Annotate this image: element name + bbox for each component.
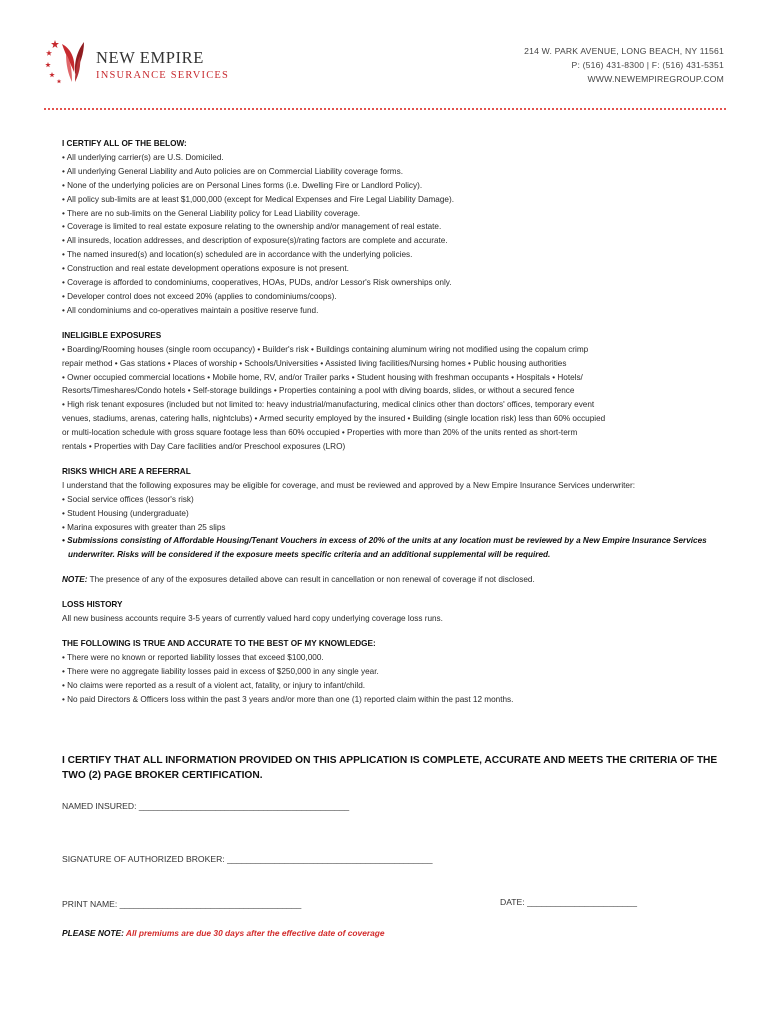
website-link[interactable]: WWW.NEWEMPIREGROUP.COM [587, 74, 724, 84]
list-item: • There are no sub-limits on the General Liability policy for Lead Liability coverage. [62, 208, 361, 218]
certify-all-section [62, 137, 746, 318]
date-label: DATE: [500, 897, 525, 907]
print-name-field[interactable] [62, 899, 301, 909]
print-name-blank[interactable]: ______________________________________ [119, 899, 302, 909]
signature-label: SIGNATURE OF AUTHORIZED BROKER: [62, 854, 225, 864]
list-item: • There were no aggregate liability losses paid in excess of $250,000 in any single year. [62, 666, 379, 676]
note-text: The presence of any of the exposures detailed above can result in cancellation or non renewal of coverage if not disclosed. [87, 575, 535, 585]
please-note-label: PLEASE NOTE: [62, 928, 124, 938]
referral-intro: I understand that the following exposures may be eligible for coverage, and must be reviewed and approved by a New Empire Insurance Services underwriter: [62, 480, 635, 490]
list-item: • There were no known or reported liability losses that exceed $100,000. [62, 652, 324, 662]
date-field[interactable] [500, 897, 637, 907]
knowledge-section [62, 637, 746, 707]
logo-name-text: NEW EMPIRE [96, 48, 204, 67]
please-note [62, 928, 385, 938]
signature-field[interactable] [62, 854, 433, 864]
address-line: 214 W. PARK AVENUE, LONG BEACH, NY 11561 [524, 46, 724, 56]
list-item: • All underlying General Liability and Auto policies are on Commercial Liability coverage forms. [62, 166, 403, 176]
list-item: • No paid Directors & Officers loss within the past 3 years and/or more than one (1) reported claim within the past 12 months. [62, 694, 514, 704]
list-item: • Student Housing (undergraduate) [62, 508, 189, 518]
affordable-housing-item: • Submissions consisting of Affordable Housing/Tenant Vouchers in excess of 20% of the units at any location must be reviewed by a New Empire Insurance Services [62, 536, 707, 546]
note-paragraph [62, 573, 746, 587]
affordable-housing-item-cont: underwriter. Risks will be considered if the exposure meets specific criteria and an additional supplemental will be required. [68, 550, 551, 560]
certification-line: I CERTIFY THAT ALL INFORMATION PROVIDED ON THIS APPLICATION IS COMPLETE, ACCURATE AND MEETS THE CRITERIA OF THE [62, 755, 718, 766]
list-item: • None of the underlying policies are on Personal Lines forms (i.e. Dwelling Fire or Landlord Policy). [62, 180, 423, 190]
section-heading: I CERTIFY ALL OF THE BELOW: [62, 139, 187, 148]
broker-certification-statement [62, 753, 722, 783]
logo-subtitle-text: INSURANCE SERVICES [96, 70, 230, 81]
list-item: • Developer control does not exceed 20% (applies to condominiums/coops). [62, 291, 337, 301]
company-logo [44, 38, 234, 90]
loss-history-text: All new business accounts require 3-5 years of currently valued hard copy underlying coverage loss runs. [62, 614, 443, 624]
named-insured-blank[interactable]: ____________________________________________ [138, 801, 350, 811]
please-note-text: All premiums are due 30 days after the effective date of coverage [123, 928, 385, 938]
company-contact [524, 44, 724, 86]
paragraph-line: • High risk tenant exposures (included but not limited to: heavy industrial/manufacturing, medical clinics other than doctors' offices, temporary event [62, 400, 595, 410]
section-heading: THE FOLLOWING IS TRUE AND ACCURATE TO THE BEST OF MY KNOWLEDGE: [62, 639, 376, 648]
list-item: • Social service offices (lessor's risk) [62, 494, 194, 504]
certification-body [62, 137, 746, 707]
list-item: • All condominiums and co-operatives maintain a positive reserve fund. [62, 305, 319, 315]
list-item: • Coverage is afforded to condominiums, cooperatives, HOAs, PUDs, and/or Lessor's Risk ownerships only. [62, 278, 452, 288]
named-insured-field[interactable] [62, 801, 349, 811]
print-name-label: PRINT NAME: [62, 899, 118, 909]
certification-line: TWO (2) PAGE BROKER CERTIFICATION. [62, 770, 263, 781]
note-label: NOTE: [62, 575, 88, 585]
paragraph-line: or multi-location schedule with gross square footage less than 60% occupied • Properties with more than 20% of the units rented as short-term [62, 428, 578, 438]
header-divider [44, 108, 726, 110]
section-heading: INELIGIBLE EXPOSURES [62, 330, 162, 340]
list-item: • All underlying carrier(s) are U.S. Domiciled. [62, 152, 224, 162]
loss-history-section [62, 598, 746, 626]
referral-section [62, 465, 746, 562]
list-item: • All policy sub-limits are at least $1,000,000 (except for Medical Expenses and Fire Legal Liability Damage). [62, 194, 454, 204]
paragraph-line: Resorts/Timeshares/Condo hotels • Self-storage buildings • Properties containing a pool with diving boards, slides, or without a secured fence [62, 386, 575, 396]
section-heading: LOSS HISTORY [62, 600, 123, 610]
paragraph-line: repair method • Gas stations • Places of worship • Schools/Universities • Assisted living facilities/Nursing homes • Public housing authorities [62, 358, 567, 368]
signature-blank[interactable]: ___________________________________________ [227, 854, 433, 864]
phone-fax-line: P: (516) 431-8300 | F: (516) 431-5351 [571, 60, 724, 70]
list-item: • Coverage is limited to real estate exposure relating to the ownership and/or management of real estate. [62, 222, 442, 232]
list-item: • All insureds, location addresses, and description of exposure(s)/rating factors are complete and accurate. [62, 236, 448, 246]
list-item: • The named insured(s) and location(s) scheduled are in accordance with the underlying policies. [62, 250, 413, 260]
list-item: • No claims were reported as a result of a violent act, fatality, or injury to infant/child. [62, 680, 366, 690]
paragraph-line: • Boarding/Rooming houses (single room occupancy) • Builder's risk • Buildings containing aluminum wiring not modified using the copalum crimp [62, 344, 589, 354]
named-insured-label: NAMED INSURED: [62, 801, 137, 811]
section-heading: RISKS WHICH ARE A REFERRAL [62, 466, 191, 476]
paragraph-line: • Owner occupied commercial locations • Mobile home, RV, and/or Trailer parks • Student housing with freshman occupants • Hospitals • Hotels/ [62, 372, 583, 382]
ineligible-section [62, 329, 746, 454]
paragraph-line: rentals • Properties with Day Care facilities and/or Preschool exposures (LRO) [62, 442, 346, 452]
paragraph-line: venues, stadiums, arenas, catering halls, nightclubs) • Armed security employed by the insured • Building (single location risk) less than 60% occupied [62, 414, 606, 424]
date-blank[interactable]: _______________________ [527, 897, 637, 907]
list-item: • Marina exposures with greater than 25 slips [62, 522, 226, 532]
list-item: • Construction and real estate development operations exposure is not present. [62, 264, 349, 274]
logo-emblem-icon [44, 38, 96, 90]
